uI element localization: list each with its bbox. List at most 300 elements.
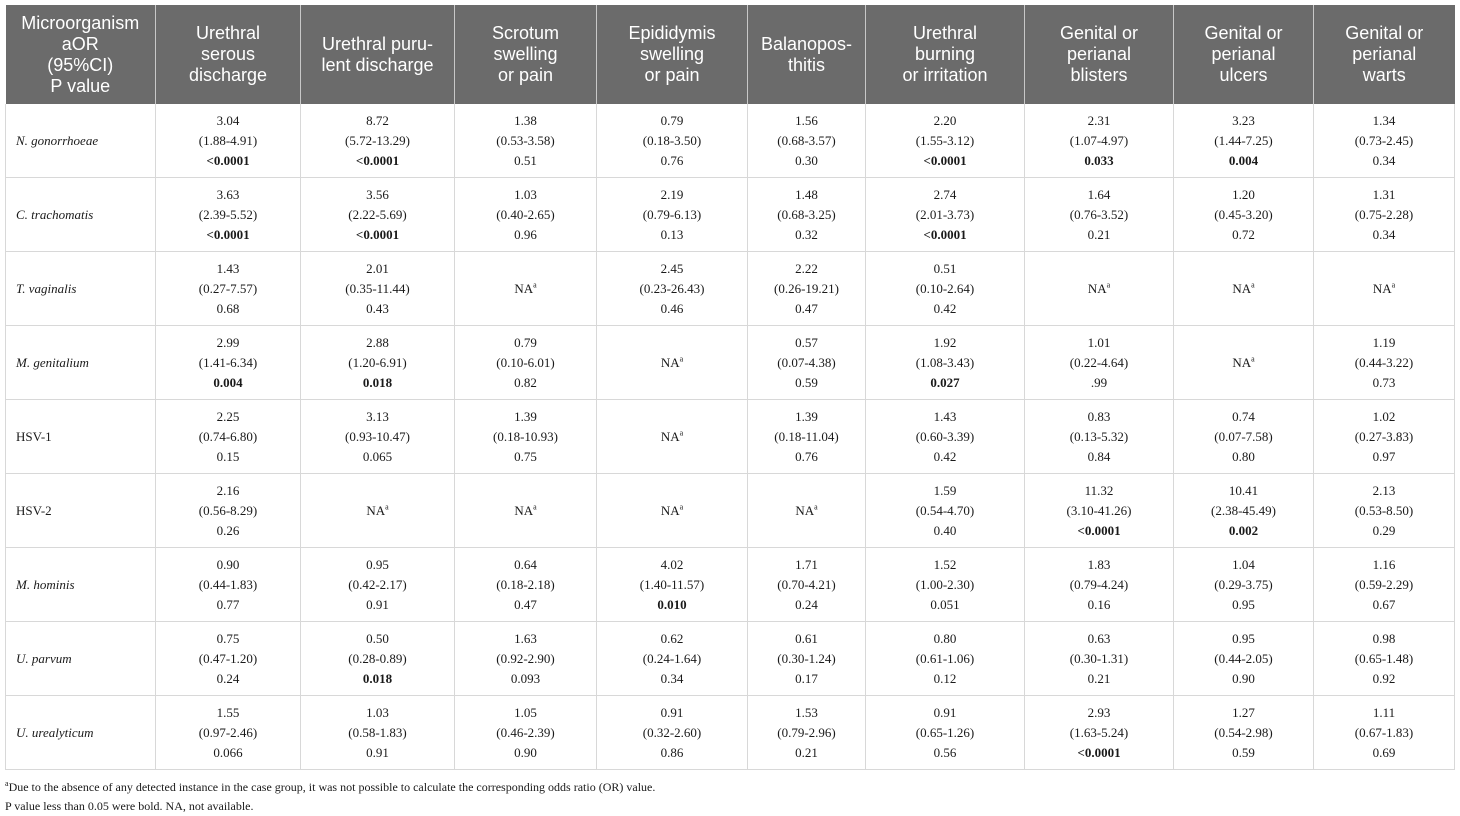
odds-ratio: 0.83 — [1087, 408, 1111, 424]
header-line: (95%CI) — [47, 54, 114, 75]
odds-ratio: 1.92 — [933, 334, 957, 350]
odds-ratio: 1.31 — [1372, 186, 1396, 202]
na-footnote-marker: a — [1251, 280, 1255, 290]
odds-ratio: 4.02 — [660, 556, 684, 572]
odds-ratio: 2.01 — [366, 260, 389, 276]
confidence-interval: (0.44-3.22) — [1354, 354, 1414, 370]
p-value: 0.13 — [660, 226, 684, 242]
p-value: 0.69 — [1372, 744, 1396, 760]
header-line: Genital or — [1345, 23, 1424, 43]
odds-ratio: 1.27 — [1232, 704, 1255, 720]
p-value: 0.59 — [1232, 744, 1255, 760]
header-symptom-1 — [156, 5, 301, 104]
odds-ratio: 2.25 — [216, 408, 240, 424]
table-body — [6, 104, 1455, 770]
confidence-interval: (0.22-4.64) — [1069, 354, 1129, 370]
odds-ratio: 3.63 — [216, 186, 240, 202]
p-value: 0.42 — [933, 448, 957, 464]
odds-ratio: 0.98 — [1372, 630, 1396, 646]
p-value: 0.47 — [795, 300, 818, 316]
data-cell — [455, 178, 597, 252]
odds-ratio: 1.20 — [1232, 186, 1255, 202]
confidence-interval: (5.72-13.29) — [345, 132, 410, 148]
confidence-interval: (0.07-7.58) — [1214, 428, 1273, 444]
table-row — [6, 104, 1455, 178]
data-cell — [748, 622, 866, 696]
confidence-interval: (0.26-19.21) — [774, 280, 839, 296]
odds-ratio: 1.71 — [795, 556, 818, 572]
confidence-interval: (1.00-2.30) — [915, 576, 975, 592]
odds-ratio: 2.13 — [1372, 482, 1396, 498]
header-line: thitis — [787, 54, 825, 75]
table-row — [6, 252, 1455, 326]
p-value: 0.59 — [795, 374, 818, 390]
header-line: perianal — [1211, 44, 1276, 64]
confidence-interval: (0.44-2.05) — [1214, 650, 1273, 666]
confidence-interval: (0.97-2.46) — [198, 724, 258, 740]
data-cell — [748, 474, 866, 548]
odds-ratio: 3.04 — [216, 112, 240, 128]
header-symptom-2 — [301, 5, 455, 104]
p-value: <0.0001 — [206, 226, 250, 242]
header-line: Genital or — [1059, 23, 1139, 43]
p-value: 0.16 — [1087, 596, 1111, 612]
odds-ratio: 2.93 — [1087, 704, 1111, 720]
data-cell — [866, 252, 1025, 326]
odds-ratio: 0.74 — [1232, 408, 1255, 424]
odds-ratio: 0.63 — [1087, 630, 1111, 646]
p-value: 0.21 — [795, 744, 818, 760]
p-value: 0.96 — [514, 226, 537, 242]
confidence-interval: (0.65-1.48) — [1354, 650, 1414, 666]
data-cell — [301, 104, 455, 178]
data-cell — [748, 548, 866, 622]
na-footnote-marker: a — [1391, 280, 1396, 290]
data-cell — [301, 326, 455, 400]
data-cell — [866, 326, 1025, 400]
odds-ratio: 11.32 — [1084, 482, 1114, 498]
odds-ratio: 1.64 — [1087, 186, 1111, 202]
data-cell — [597, 252, 748, 326]
odds-ratio: 2.45 — [660, 260, 684, 276]
header-line: perianal — [1066, 44, 1132, 64]
p-value: 0.40 — [933, 522, 957, 538]
confidence-interval: (0.18-2.18) — [496, 576, 555, 592]
odds-ratio: 1.39 — [795, 408, 818, 424]
data-cell — [455, 326, 597, 400]
data-cell — [455, 696, 597, 770]
p-value: 0.21 — [1087, 226, 1111, 242]
p-value: 0.29 — [1372, 522, 1396, 538]
p-value: <0.0001 — [206, 152, 250, 168]
data-cell — [156, 622, 301, 696]
table-row — [6, 548, 1455, 622]
p-value: 0.86 — [660, 744, 684, 760]
footnote-na — [5, 778, 655, 797]
confidence-interval: (2.39-5.52) — [198, 206, 258, 222]
p-value: 0.68 — [216, 300, 240, 316]
confidence-interval: (0.67-1.83) — [1354, 724, 1414, 740]
odds-ratio: 0.61 — [795, 630, 818, 646]
data-cell — [301, 696, 455, 770]
data-cell — [866, 104, 1025, 178]
confidence-interval: (0.75-2.28) — [1354, 206, 1414, 222]
na-footnote-marker: a — [385, 502, 389, 512]
data-cell — [1025, 696, 1174, 770]
p-value: 0.027 — [930, 374, 960, 390]
data-cell — [866, 548, 1025, 622]
p-value: 0.90 — [514, 744, 537, 760]
na-footnote-marker: a — [814, 502, 818, 512]
table-row — [6, 326, 1455, 400]
confidence-interval: (0.27-3.83) — [1354, 428, 1414, 444]
odds-ratio: 1.43 — [216, 260, 240, 276]
na-value: NA — [514, 502, 534, 518]
footnote-pvalue: P value less than 0.05 were bold. NA, not available. — [5, 799, 254, 813]
p-value: 0.24 — [216, 670, 240, 686]
p-value: 0.72 — [1232, 226, 1255, 242]
p-value: 0.32 — [795, 226, 818, 242]
odds-ratio: 0.90 — [216, 556, 240, 572]
header-line: Urethral puru- — [321, 33, 434, 54]
confidence-interval: (0.79-4.24) — [1069, 576, 1129, 592]
footnotes — [5, 778, 655, 816]
confidence-interval: (0.24-1.64) — [642, 650, 702, 666]
confidence-interval: (0.56-8.29) — [198, 502, 258, 518]
p-value: 0.34 — [1372, 152, 1396, 168]
na-footnote-marker: a — [1106, 280, 1111, 290]
odds-ratio: 2.22 — [795, 260, 818, 276]
data-cell — [597, 622, 748, 696]
p-value: .99 — [1090, 374, 1108, 390]
p-value: 0.065 — [362, 448, 393, 464]
header-line: swelling — [493, 44, 558, 64]
header-symptom-9 — [1314, 5, 1455, 104]
data-cell — [866, 696, 1025, 770]
data-cell — [1174, 252, 1314, 326]
data-cell — [156, 696, 301, 770]
data-cell — [748, 252, 866, 326]
confidence-interval: (0.59-2.29) — [1354, 576, 1414, 592]
data-cell — [1314, 104, 1455, 178]
header-line: Microorganism — [21, 12, 140, 33]
header-line: serous — [200, 44, 256, 64]
data-cell — [301, 400, 455, 474]
p-value: <0.0001 — [1077, 744, 1121, 760]
odds-ratio: 0.62 — [660, 630, 684, 646]
confidence-interval: (0.23-26.43) — [639, 280, 705, 296]
confidence-interval: (0.74-6.80) — [198, 428, 258, 444]
data-cell — [455, 622, 597, 696]
data-cell — [455, 474, 597, 548]
confidence-interval: (0.46-2.39) — [496, 724, 555, 740]
header-line: P value — [50, 75, 111, 96]
p-value: 0.24 — [795, 596, 818, 612]
header-line: Scrotum — [491, 23, 560, 43]
data-cell — [597, 104, 748, 178]
data-cell — [1314, 622, 1455, 696]
header-line: or pain — [497, 65, 554, 85]
na-footnote-marker: a — [679, 428, 684, 438]
header-line: ulcers — [1219, 65, 1268, 85]
header-line: warts — [1362, 65, 1406, 85]
confidence-interval: (0.92-2.90) — [496, 650, 555, 666]
p-value: 0.004 — [213, 374, 243, 390]
data-cell — [156, 104, 301, 178]
odds-ratio: 1.39 — [514, 408, 537, 424]
header-line: Urethral — [195, 23, 261, 43]
confidence-interval: (0.18-11.04) — [774, 428, 839, 444]
data-cell — [1025, 178, 1174, 252]
odds-ratio: 3.13 — [366, 408, 389, 424]
data-cell — [866, 178, 1025, 252]
na-value: NA — [660, 502, 680, 518]
odds-ratio: 1.43 — [933, 408, 957, 424]
header-line: swelling — [639, 44, 705, 64]
odds-ratio: 10.41 — [1228, 482, 1259, 498]
data-cell — [1025, 622, 1174, 696]
p-value: 0.91 — [366, 596, 389, 612]
p-value: 0.91 — [366, 744, 389, 760]
confidence-interval: (0.60-3.39) — [915, 428, 975, 444]
confidence-interval: (1.07-4.97) — [1069, 132, 1129, 148]
header-symptom-6 — [866, 5, 1025, 104]
confidence-interval: (2.01-3.73) — [915, 206, 975, 222]
na-value: NA — [795, 502, 815, 518]
p-value: 0.34 — [1372, 226, 1396, 242]
p-value: 0.76 — [660, 152, 684, 168]
p-value: 0.26 — [216, 522, 240, 538]
data-cell — [1314, 400, 1455, 474]
p-value: <0.0001 — [355, 226, 400, 242]
data-cell — [301, 548, 455, 622]
data-cell — [455, 400, 597, 474]
odds-ratio: 0.79 — [660, 112, 684, 128]
row-organism: U. parvum — [6, 622, 156, 696]
data-cell — [156, 400, 301, 474]
odds-ratio: 2.16 — [216, 482, 240, 498]
data-cell — [1314, 178, 1455, 252]
p-value: 0.018 — [362, 374, 393, 390]
confidence-interval: (0.61-1.06) — [915, 650, 975, 666]
confidence-interval: (1.08-3.43) — [915, 354, 975, 370]
odds-ratio: 1.02 — [1372, 408, 1396, 424]
na-footnote-marker: a — [533, 502, 537, 512]
confidence-interval: (0.29-3.75) — [1214, 576, 1273, 592]
odds-ratio: 1.38 — [514, 112, 537, 128]
odds-ratio: 1.83 — [1087, 556, 1111, 572]
p-value: 0.73 — [1372, 374, 1396, 390]
p-value: 0.46 — [660, 300, 684, 316]
data-cell — [597, 696, 748, 770]
na-value: NA — [1232, 280, 1252, 296]
odds-ratio: 1.34 — [1372, 112, 1396, 128]
table-row — [6, 474, 1455, 548]
odds-ratio: 0.95 — [366, 556, 389, 572]
table-row — [6, 178, 1455, 252]
row-organism: M. genitalium — [6, 326, 156, 400]
confidence-interval: (2.22-5.69) — [348, 206, 407, 222]
confidence-interval: (0.65-1.26) — [915, 724, 975, 740]
data-cell — [1174, 326, 1314, 400]
odds-ratio: 1.55 — [216, 704, 240, 720]
data-cell — [748, 104, 866, 178]
data-cell — [156, 326, 301, 400]
odds-ratio: 1.48 — [795, 186, 818, 202]
p-value: 0.95 — [1232, 596, 1255, 612]
data-cell — [455, 252, 597, 326]
confidence-interval: (0.32-2.60) — [642, 724, 702, 740]
data-cell — [301, 474, 455, 548]
data-cell — [156, 252, 301, 326]
data-cell — [1174, 400, 1314, 474]
odds-ratio: 2.20 — [933, 112, 957, 128]
table-row — [6, 622, 1455, 696]
p-value: <0.0001 — [923, 152, 967, 168]
data-cell — [1025, 326, 1174, 400]
p-value: 0.018 — [362, 670, 393, 686]
confidence-interval: (0.42-2.17) — [348, 576, 407, 592]
odds-ratio: 3.23 — [1232, 112, 1255, 128]
data-cell — [455, 104, 597, 178]
p-value: <0.0001 — [1077, 522, 1121, 538]
data-cell — [1174, 474, 1314, 548]
confidence-interval: (0.73-2.45) — [1354, 132, 1414, 148]
odds-ratio: 1.05 — [514, 704, 537, 720]
odds-ratio: 1.63 — [514, 630, 537, 646]
na-value: NA — [1087, 280, 1107, 296]
p-value: 0.92 — [1372, 670, 1396, 686]
data-cell — [156, 548, 301, 622]
row-organism: HSV-2 — [6, 474, 156, 548]
confidence-interval: (0.28-0.89) — [348, 650, 407, 666]
na-value: NA — [366, 502, 386, 518]
data-cell — [748, 400, 866, 474]
p-value: 0.90 — [1232, 670, 1255, 686]
header-microorganism — [6, 5, 156, 104]
confidence-interval: (0.58-1.83) — [348, 724, 407, 740]
data-cell — [748, 326, 866, 400]
confidence-interval: (0.79-6.13) — [642, 206, 702, 222]
data-cell — [1025, 548, 1174, 622]
odds-ratio: 0.95 — [1232, 630, 1255, 646]
odds-ratio: 2.74 — [933, 186, 957, 202]
odds-ratio: 1.53 — [795, 704, 818, 720]
p-value: <0.0001 — [355, 152, 400, 168]
row-organism: M. hominis — [6, 548, 156, 622]
p-value: 0.75 — [514, 448, 537, 464]
odds-ratio: 2.31 — [1087, 112, 1111, 128]
confidence-interval: (0.40-2.65) — [496, 206, 555, 222]
p-value: 0.066 — [213, 744, 243, 760]
na-value: NA — [660, 354, 680, 370]
data-cell — [1025, 474, 1174, 548]
confidence-interval: (0.07-4.38) — [777, 354, 836, 370]
header-row — [6, 5, 1455, 104]
odds-ratio: 2.88 — [366, 334, 389, 350]
data-cell — [301, 252, 455, 326]
data-cell — [1174, 548, 1314, 622]
confidence-interval: (1.63-5.24) — [1069, 724, 1129, 740]
table-row — [6, 696, 1455, 770]
odds-ratio: 3.56 — [366, 186, 389, 202]
odds-ratio: 1.19 — [1372, 334, 1396, 350]
p-value: 0.15 — [216, 448, 240, 464]
header-line: lent discharge — [321, 54, 434, 75]
data-cell — [866, 474, 1025, 548]
odds-ratio: 1.01 — [1087, 334, 1111, 350]
p-value: 0.80 — [1232, 448, 1255, 464]
odds-ratio: 0.79 — [514, 334, 537, 350]
header-line: blisters — [1070, 65, 1128, 85]
na-value: NA — [1372, 280, 1392, 296]
odds-ratio: 1.59 — [933, 482, 957, 498]
row-organism: U. urealyticum — [6, 696, 156, 770]
confidence-interval: (0.54-4.70) — [915, 502, 975, 518]
data-cell — [156, 474, 301, 548]
confidence-interval: (0.35-11.44) — [345, 280, 410, 296]
confidence-interval: (0.70-4.21) — [777, 576, 836, 592]
na-footnote-marker: a — [679, 354, 684, 364]
data-cell — [1174, 622, 1314, 696]
confidence-interval: (0.10-2.64) — [915, 280, 975, 296]
odds-ratio: 0.80 — [933, 630, 957, 646]
data-cell — [866, 622, 1025, 696]
p-value: 0.051 — [930, 596, 960, 612]
data-cell — [597, 474, 748, 548]
header-symptom-7 — [1025, 5, 1174, 104]
confidence-interval: (1.55-3.12) — [915, 132, 975, 148]
odds-ratio: 0.50 — [366, 630, 389, 646]
header-line: or pain — [644, 65, 700, 85]
header-line: perianal — [1352, 44, 1417, 64]
data-cell — [1025, 400, 1174, 474]
confidence-interval: (2.38-45.49) — [1211, 502, 1276, 518]
p-value: <0.0001 — [923, 226, 967, 242]
confidence-interval: (0.10-6.01) — [496, 354, 555, 370]
data-cell — [1314, 474, 1455, 548]
odds-ratio: 0.91 — [933, 704, 957, 720]
table-row — [6, 400, 1455, 474]
header-symptom-8 — [1174, 5, 1314, 104]
odds-ratio: 2.19 — [660, 186, 684, 202]
p-value: 0.30 — [795, 152, 818, 168]
na-value: NA — [660, 428, 680, 444]
results-table — [5, 5, 1455, 770]
confidence-interval: (1.40-11.57) — [639, 576, 705, 592]
confidence-interval: (0.18-3.50) — [642, 132, 702, 148]
p-value: 0.43 — [366, 300, 389, 316]
header-symptom-5 — [748, 5, 866, 104]
row-organism: C. trachomatis — [6, 178, 156, 252]
p-value: 0.47 — [514, 596, 537, 612]
header-line: Urethral — [912, 23, 978, 43]
p-value: 0.17 — [795, 670, 818, 686]
na-footnote-marker: a — [679, 502, 684, 512]
odds-ratio: 1.52 — [933, 556, 957, 572]
odds-ratio: 1.04 — [1232, 556, 1255, 572]
header-line: discharge — [188, 65, 268, 85]
p-value: 0.004 — [1228, 152, 1259, 168]
data-cell — [1314, 326, 1455, 400]
data-cell — [301, 178, 455, 252]
p-value: 0.67 — [1372, 596, 1396, 612]
p-value: 0.56 — [933, 744, 957, 760]
confidence-interval: (1.41-6.34) — [198, 354, 258, 370]
odds-ratio: 0.51 — [933, 260, 957, 276]
data-cell — [597, 400, 748, 474]
odds-ratio: 1.16 — [1372, 556, 1396, 572]
